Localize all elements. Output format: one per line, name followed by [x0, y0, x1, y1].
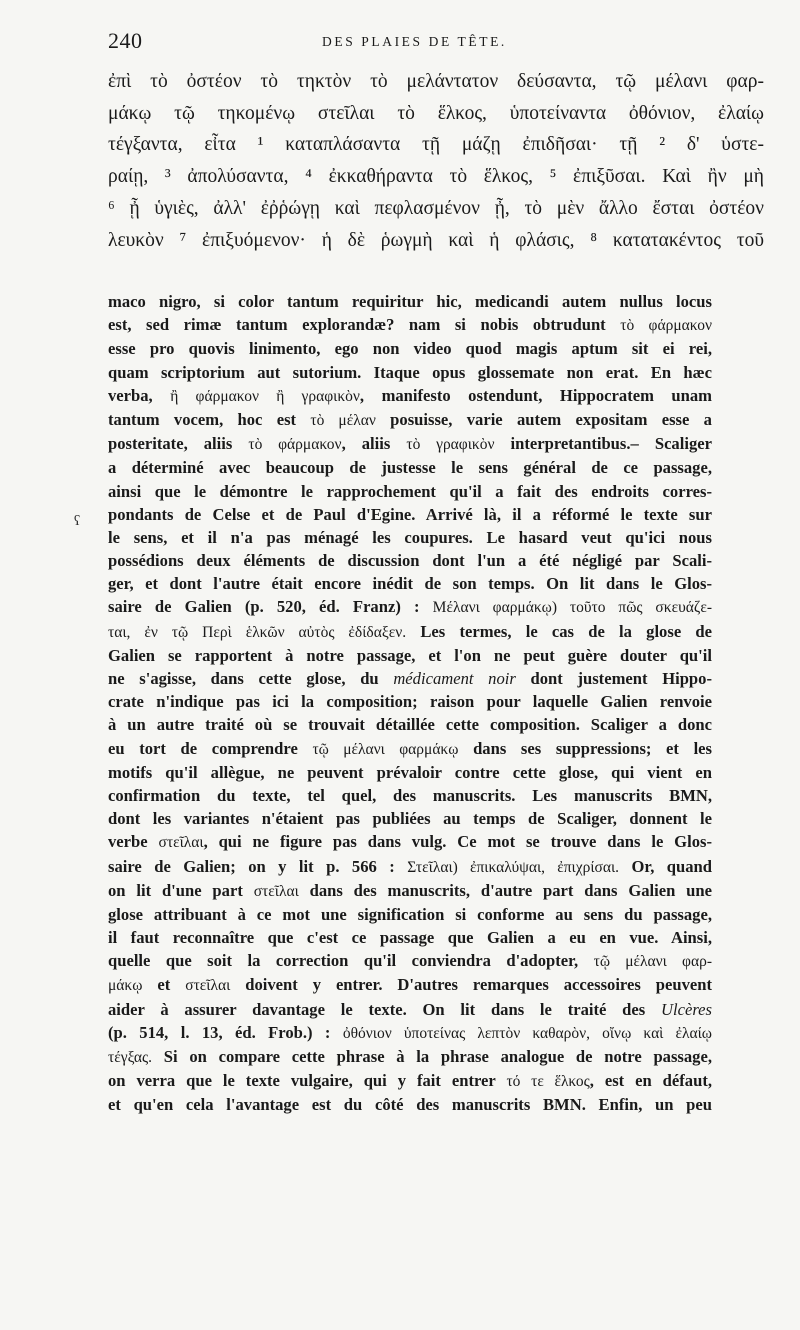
commentary-line: le sens, et il n'a pas ménagé les coupures. Le hasard veut qu'ici nous — [108, 527, 712, 547]
page-number: 240 — [108, 28, 143, 53]
commentary-line: ainsi que le démontre le rapprochement qu'il a fait des endroits corres- — [108, 481, 712, 501]
commentary-line: saire de Galien; on y lit p. 566 : Στεῖλαι) ἐπικαλύψαι, ἐπιχρίσαι. Or, quand — [108, 856, 712, 876]
margin-mark: ʕ — [74, 514, 81, 529]
greek-line: λευκὸν ⁷ ἐπιξυόμενον· ἡ δὲ ῥωγμὴ καὶ ἡ φλάσις, ⁸ κατατακέντος τοῦ — [108, 229, 764, 251]
page-header — [0, 26, 800, 56]
commentary-line: ger, et dont l'autre était encore inédit de son temps. On lit dans le Glos- — [108, 574, 712, 594]
greek-line: μάκῳ τῷ τηκομένῳ στεῖλαι τὸ ἕλκος, ὑποτείναντα ὀθόνιον, ἐλαίῳ — [108, 102, 764, 124]
commentary-block — [108, 290, 712, 1117]
commentary-line: motifs qu'il allègue, ne peuvent prévaloir contre cette glose, qui vient en — [108, 762, 712, 782]
commentary-line: glose attribuant à ce mot une signification si conforme au sens du passage, — [108, 904, 712, 924]
commentary-line: quelle que soit la correction qu'il conviendra d'adopter, τῷ μέλανι φαρ- — [108, 951, 713, 971]
greek-line: τέγξαντα, εἶτα ¹ καταπλάσαντα τῇ μάζῃ ἐπιδῆσαι· τῇ ² δ' ὑστε- — [108, 134, 764, 156]
commentary-line: ται, ἐν τῷ Περὶ ἑλκῶν αὐτὸς ἐδίδαξεν. Les termes, le cas de la glose de — [108, 621, 712, 641]
greek-line: ἐπὶ τὸ ὀστέον τὸ τηκτὸν τὸ μελάντατον δεύσαντα, τῷ μέλανι φαρ- — [108, 71, 764, 92]
greek-text-block — [108, 66, 764, 256]
commentary-line: verbe στεῖλαι, qui ne figure pas dans vulg. Ce mot se trouve dans le Glos- — [108, 832, 712, 852]
commentary-line: possédions deux éléments de discussion dont l'un a été négligé par Scali- — [108, 551, 712, 571]
commentary-line: verba, ἢ φάρμακον ἢ γραφικὸν, manifesto ostendunt, Hippocratem unam — [108, 385, 712, 405]
commentary-line: saire de Galien (p. 520, éd. Franz) : Μέλανι φαρμάκῳ) τοῦτο πῶς σκευάζε- — [108, 597, 712, 617]
commentary-line: (p. 514, l. 13, éd. Frob.) : ὀθόνιον ὑποτείνας λεπτὸν καθαρὸν, οἴνῳ καὶ ἐλαίῳ — [108, 1022, 712, 1042]
commentary-line: ne s'agisse, dans cette glose, du médicament noir dont justement Hippo- — [108, 669, 712, 688]
greek-line: ραίῃ, ³ ἀπολύσαντα, ⁴ ἐκκαθήραντα τὸ ἕλκος, ⁵ ἐπιξῦσαι. Καὶ ἢν μὴ — [108, 166, 764, 188]
commentary-line: τέγξας. Si on compare cette phrase à la phrase analogue de notre passage, — [108, 1047, 712, 1066]
commentary-line: eu tort de comprendre τῷ μέλανι φαρμάκῳ dans ses suppressions; et les — [108, 738, 712, 758]
commentary-line: crate n'indique pas ici la composition; raison pour laquelle Galien renvoie — [108, 692, 712, 712]
commentary-line: tantum vocem, hoc est τὸ μέλαν posuisse, varie autem expositam esse a — [108, 409, 712, 429]
commentary-line: on verra que le texte vulgaire, qui y fait entrer τό τε ἕλκος, est en défaut, — [108, 1071, 713, 1091]
commentary-line: esse pro quovis linimento, ego non video quod magis aptum sit ei rei, — [108, 339, 712, 359]
commentary-line: quam scriptorium aut sutorium. Itaque opus glossemate non erat. En hæc — [108, 362, 712, 382]
commentary-line: on lit d'une part στεῖλαι dans des manuscrits, d'autre part dans Galien une — [108, 880, 712, 900]
commentary-line: confirmation du texte, tel quel, des manuscrits. Les manuscrits BMN, — [108, 785, 712, 805]
commentary-line: dont les variantes n'étaient pas publiées au temps de Scaliger, donnent le — [108, 809, 712, 829]
commentary-line: et qu'en cela l'avantage est du côté des manuscrits BMN. Enfin, un peu — [108, 1095, 712, 1115]
commentary-line: il faut reconnaître que c'est ce passage que Galien a eu en vue. Ainsi, — [108, 928, 712, 948]
running-head: DES PLAIES DE TÊTE. — [322, 34, 507, 49]
greek-line: ⁶ ᾖ ὑγιὲς, ἀλλ' ἐῤῥώγῃ καὶ πεφλασμένον ᾖ, τὸ μὲν ἄλλο ἔσται ὀστέον — [108, 197, 764, 219]
commentary-line: pondants de Celse et de Paul d'Egine. Arrivé là, il a réformé le texte sur — [108, 504, 712, 524]
commentary-line: est, sed rimæ tantum explorandæ? nam si nobis obtrudunt τὸ φάρμακον — [108, 315, 712, 335]
commentary-line: maco nigro, si color tantum requiritur hic, medicandi autem nullus locus — [108, 292, 712, 311]
commentary-line: posteritate, aliis τὸ φάρμακον, aliis τὸ γραφικὸν interpretantibus.– Scaliger — [108, 434, 712, 454]
commentary-line: a déterminé avec beaucoup de justesse le sens général de ce passage, — [108, 458, 712, 478]
commentary-line: μάκῳ et στεῖλαι doivent y entrer. D'autres remarques accessoires peuvent — [108, 975, 712, 995]
commentary-line: à un autre traité où se trouvait détaillée cette composition. Scaliger a donc — [108, 715, 712, 735]
commentary-line: Galien se rapportent à notre passage, et l'on ne peut guère douter qu'il — [108, 645, 712, 665]
commentary-line: aider à assurer davantage le texte. On lit dans le traité des Ulcères — [108, 999, 712, 1019]
